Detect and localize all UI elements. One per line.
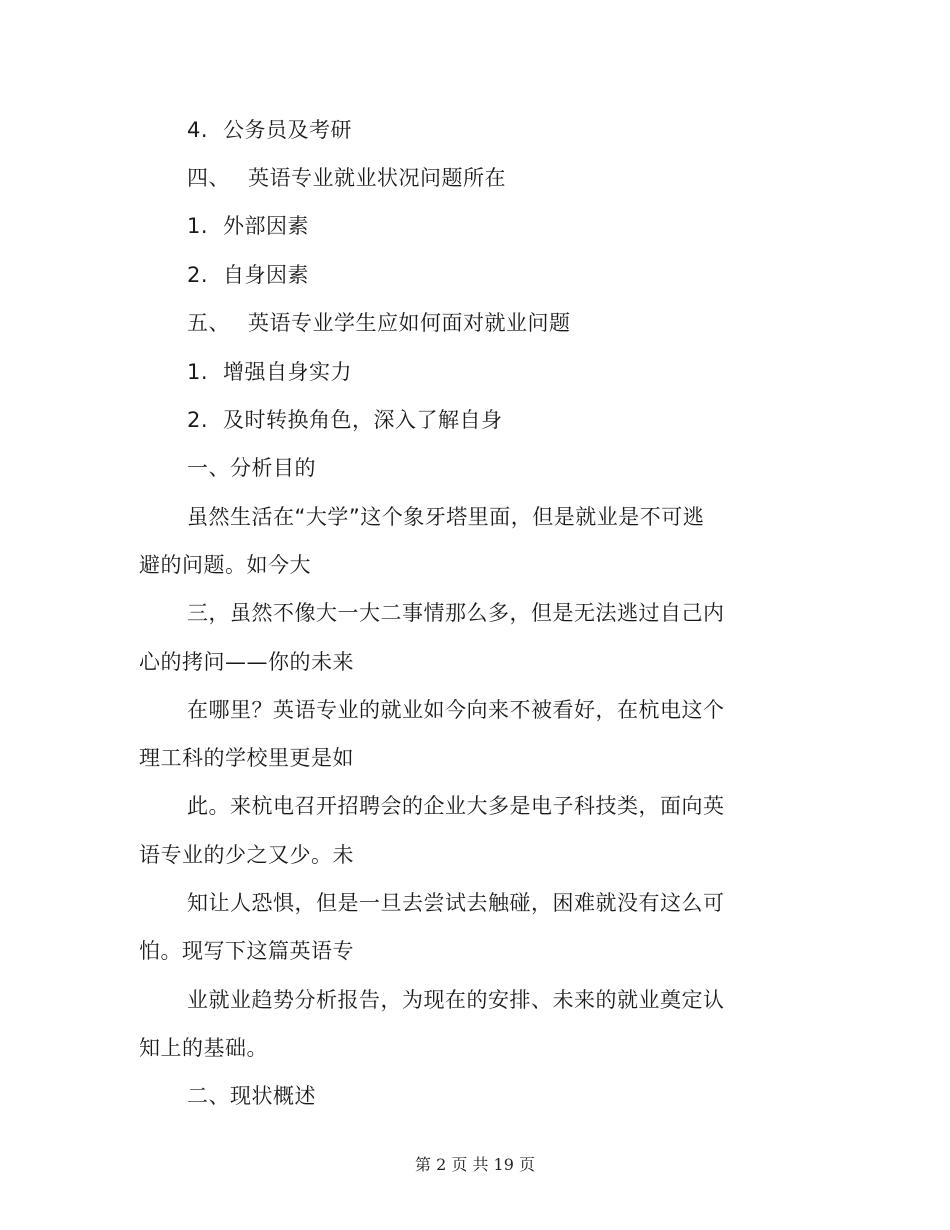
heading-current-status: 二、现状概述 [187, 1084, 316, 1108]
paragraph-line: 避的问题。如今大 [139, 553, 311, 577]
paragraph-line: 虽然生活在“大学”这个象牙塔里面，但是就业是不可逃 [187, 505, 705, 529]
section-text: 英语专业学生应如何面对就业问题 [248, 311, 571, 335]
item-number: 1. [187, 360, 209, 384]
section-number: 五、 [187, 311, 230, 335]
paragraph-line: 心的拷问——你的未来 [139, 650, 354, 674]
paragraph-line: 在哪里？英语专业的就业如今向来不被看好，在杭电这个 [187, 698, 725, 722]
section-number: 四、 [187, 166, 230, 190]
item-number: 1. [187, 214, 209, 238]
item-number: 2. [187, 408, 209, 432]
item-text: 自身因素 [223, 263, 309, 287]
paragraph-line: 此。来杭电召开招聘会的企业大多是电子科技类，面向英 [187, 794, 725, 818]
item-text: 公务员及考研 [223, 118, 352, 142]
outline-item [187, 358, 352, 386]
outline-item [187, 261, 309, 289]
paragraph-line: 知让人恐惧，但是一旦去尝试去触碰，困难就没有这么可 [187, 891, 725, 915]
item-text: 增强自身实力 [223, 360, 352, 384]
paragraph-line: 三，虽然不像大一大二事情那么多，但是无法逃过自己内 [187, 601, 725, 625]
paragraph-line: 怕。现写下这篇英语专 [139, 939, 354, 963]
item-number: 2. [187, 263, 209, 287]
item-text: 外部因素 [223, 214, 309, 238]
outline-item [187, 212, 309, 240]
paragraph-line: 理工科的学校里更是如 [139, 746, 354, 770]
outline-item [187, 406, 503, 434]
section-text: 英语专业就业状况问题所在 [248, 166, 506, 190]
item-number: 4. [187, 118, 209, 142]
outline-item [187, 116, 352, 144]
heading-analysis-purpose: 一、分析目的 [187, 456, 316, 480]
section-heading [187, 164, 506, 192]
paragraph-line: 业就业趋势分析报告，为现在的安排、未来的就业奠定认 [187, 988, 725, 1012]
paragraph-line: 知上的基础。 [139, 1036, 268, 1060]
section-heading [187, 309, 571, 337]
item-text: 及时转换角色，深入了解自身 [223, 408, 503, 432]
page-number-footer: 第 2 页 共 19 页 [415, 1155, 535, 1174]
paragraph-line: 语专业的少之又少。未 [139, 843, 354, 867]
